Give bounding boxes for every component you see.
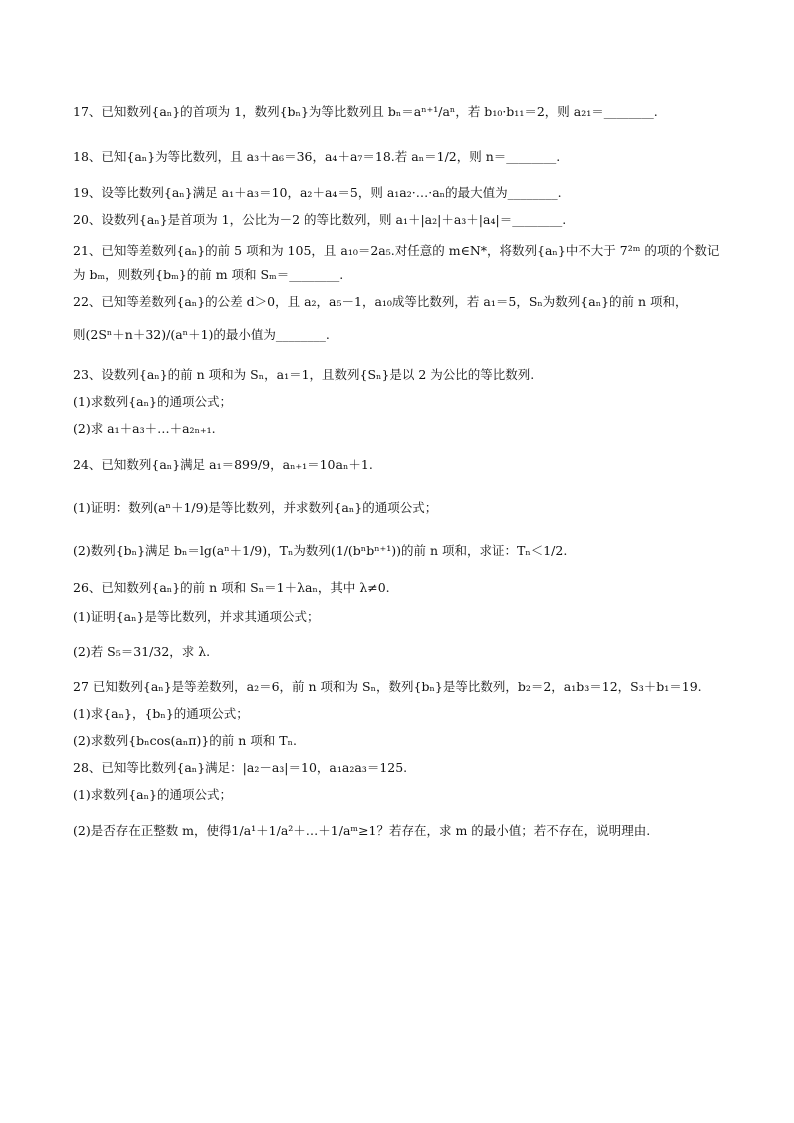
question-23-part2: (2)求 a₁＋a₃＋…＋a₂ₙ₊₁.	[73, 421, 216, 436]
question-24: 24、已知数列{aₙ}满足 a₁＝899/9，aₙ₊₁＝10aₙ＋1.	[73, 457, 373, 472]
question-17: 17、已知数列{aₙ}的首项为 1，数列{bₙ}为等比数列且 bₙ＝aⁿ⁺¹/aⁿ，若 b₁₀·b₁₁＝2，则 a₂₁＝________.	[73, 104, 658, 119]
question-20: 20、设数列{aₙ}是首项为 1，公比为－2 的等比数列，则 a₁＋|a₂|＋a₃＋|a₄|＝________.	[73, 212, 567, 227]
question-24-part1: (1)证明：数列(aⁿ＋1/9)是等比数列，并求数列{aₙ}的通项公式；	[73, 500, 438, 515]
question-23-part1: (1)求数列{aₙ}的通项公式；	[73, 394, 232, 409]
question-19: 19、设等比数列{aₙ}满足 a₁＋a₃＝10，a₂＋a₄＝5，则 a₁a₂·…·aₙ的最大值为________.	[73, 185, 562, 200]
question-28-part2: (2)是否存在正整数 m，使得1/a¹＋1/a²＋…＋1/aᵐ≥1？若存在，求 m 的最小值；若不存在，说明理由.	[73, 823, 651, 838]
question-26-part1: (1)证明{aₙ}是等比数列，并求其通项公式；	[73, 609, 320, 624]
question-28-part1: (1)求数列{aₙ}的通项公式；	[73, 787, 232, 802]
question-18: 18、已知{aₙ}为等比数列，且 a₃＋a₆＝36，a₄＋a₇＝18.若 aₙ＝1/2，则 n＝________.	[73, 149, 561, 164]
question-27-part1: (1)求{aₙ}，{bₙ}的通项公式；	[73, 706, 249, 721]
question-22-line2: 则(2Sⁿ＋n＋32)/(aⁿ＋1)的最小值为________.	[73, 327, 330, 342]
question-23: 23、设数列{aₙ}的前 n 项和为 Sₙ，a₁＝1，且数列{Sₙ}是以 2 为公比的等比数列.	[73, 367, 535, 382]
question-22-line1: 22、已知等差数列{aₙ}的公差 d＞0，且 a₂，a₅－1，a₁₀成等比数列，若 a₁＝5，Sₙ为数列{aₙ}的前 n 项和，	[73, 294, 688, 309]
question-24-part2: (2)数列{bₙ}满足 bₙ＝lg(aⁿ＋1/9)，Tₙ为数列(1/(bⁿbⁿ⁺¹))的前 n 项和，求证：Tₙ＜1/2.	[73, 543, 568, 558]
question-28: 28、已知等比数列{aₙ}满足：|a₂－a₃|＝10，a₁a₂a₃＝125.	[73, 760, 408, 775]
question-26: 26、已知数列{aₙ}的前 n 项和 Sₙ＝1＋λaₙ，其中 λ≠0.	[73, 580, 390, 595]
question-27: 27 已知数列{aₙ}是等差数列，a₂＝6，前 n 项和为 Sₙ，数列{bₙ}是等比数列，b₂＝2，a₁b₃＝12，S₃＋b₁＝19.	[73, 679, 702, 694]
question-21: 21、已知等差数列{aₙ}的前 5 项和为 105，且 a₁₀＝2a₅.对任意的 m∈N*，将数列{aₙ}中不大于 7²ᵐ 的项的个数记为 bₘ，则数列{bₘ}的前 m 项和 Sₘ＝________.	[73, 243, 720, 282]
question-27-part2: (2)求数列{bₙcos(aₙπ)}的前 n 项和 Tₙ.	[73, 733, 297, 748]
question-26-part2: (2)若 S₅＝31/32，求 λ.	[73, 644, 211, 659]
